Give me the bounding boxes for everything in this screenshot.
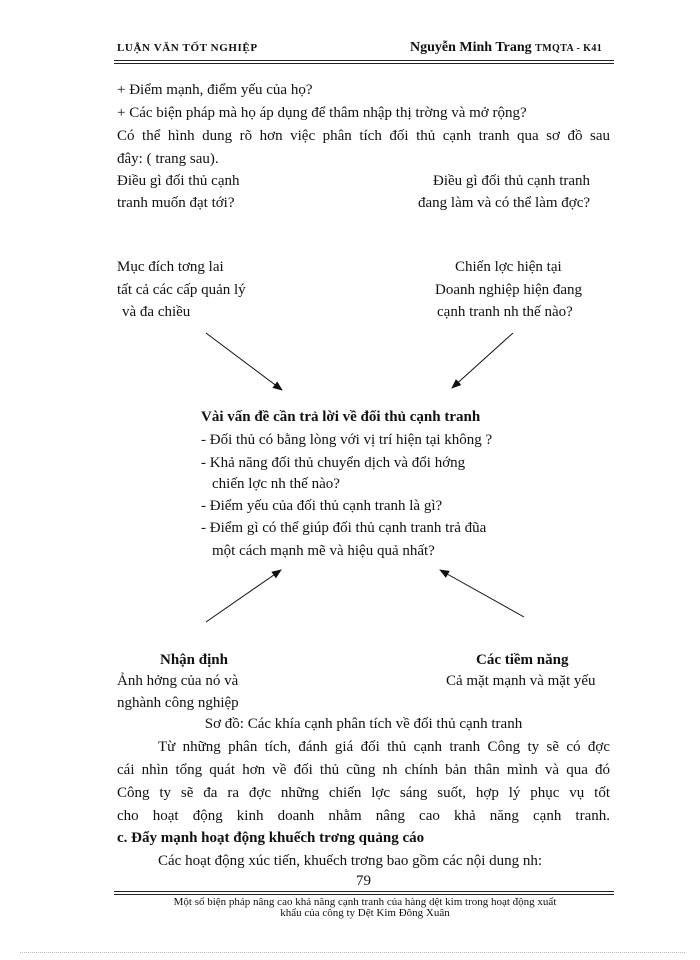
section-heading: c. Đẩy mạnh hoạt động khuếch trơng quảng cáo xyxy=(117,830,425,846)
footer-line-1: Một số biện pháp nâng cao khả năng cạnh tranh của hàng dệt kim trong hoạt động xuất xyxy=(173,896,557,908)
arrow-strategy-to-center xyxy=(452,333,513,388)
diagram-center-item-4: - Điểm yếu của đối thủ cạnh tranh là gì? xyxy=(201,498,443,514)
header-title: LUẬN VĂN TỐT NGHIỆP xyxy=(117,42,258,54)
paragraph-line-4: cho hoạt động kinh doanh nhằm nâng cao khả năng cạnh tranh. xyxy=(117,808,610,824)
diagram-assessment-line-1: Ảnh hởng của nó và xyxy=(117,673,239,689)
arrow-capabilities-to-center xyxy=(440,570,524,617)
footer-rule-top xyxy=(114,891,614,892)
diagram-capabilities-line: Cả mặt mạnh và mặt yếu xyxy=(446,673,596,689)
arrow-assessment-to-center xyxy=(206,570,281,622)
section-intro: Các hoạt động xúc tiến, khuếch trơng bao gồm các nội dung nh: xyxy=(158,853,543,869)
diagram-strategy-line-1: Chiến lợc hiện tại xyxy=(455,259,562,275)
page-number: 79 xyxy=(356,873,371,889)
diagram-center-item-6: một cách mạnh mẽ và hiệu quả nhất? xyxy=(212,543,435,559)
intro-line-1: + Điểm mạnh, điểm yếu của họ? xyxy=(117,82,313,98)
diagram-top-left-line-1: Điều gì đối thủ cạnh xyxy=(117,173,240,189)
page-edge-dotted-line xyxy=(20,952,685,953)
footer-line-2: khẩu của công ty Dệt Kim Đông Xuân xyxy=(280,907,450,919)
diagram-goals-line-1: Mục đích tơng lai xyxy=(117,259,224,275)
diagram-assessment-line-2: nghành công nghiệp xyxy=(117,695,239,711)
diagram-strategy-line-2: Doanh nghiệp hiện đang xyxy=(435,282,583,298)
diagram-center-item-1: - Đối thủ có bằng lòng với vị trí hiện tại không ? xyxy=(201,432,493,448)
diagram-center-item-2: - Khả năng đối thủ chuyển dịch và đổi hớng xyxy=(201,455,466,471)
diagram-top-right-line-2: đang làm và có thể làm đợc? xyxy=(418,195,591,211)
paragraph-line-1: Từ những phân tích, đánh giá đối thủ cạnh tranh Công ty sẽ có đợc xyxy=(158,739,610,755)
header-class-code: TMQTA - K41 xyxy=(535,43,603,54)
diagram-assessment-title: Nhận định xyxy=(160,652,228,668)
intro-line-3: Có thể hình dung rõ hơn việc phân tích đối thủ cạnh tranh qua sơ đồ sau xyxy=(117,128,610,144)
paragraph-line-2: cái nhìn tổng quát hơn về đối thủ cũng nh chính bản thân mình và qua đó xyxy=(117,762,610,778)
diagram-caption: Sơ đồ: Các khía cạnh phân tích về đối thủ cạnh tranh xyxy=(204,716,523,732)
arrow-goals-to-center xyxy=(206,333,282,390)
footer-rule-bottom xyxy=(114,894,614,895)
diagram-top-left-line-2: tranh muốn đạt tới? xyxy=(117,195,235,211)
header-author: Nguyễn Minh Trang xyxy=(410,40,532,55)
intro-line-4: đây: ( trang sau). xyxy=(117,151,219,167)
diagram-goals-line-3: và đa chiều xyxy=(122,304,191,320)
diagram-center-title: Vài vấn đề cần trả lời về đối thủ cạnh tranh xyxy=(201,409,481,425)
diagram-center-item-5: - Điểm gì có thể giúp đối thủ cạnh tranh trả đũa xyxy=(201,520,487,536)
diagram-center-item-3: chiến lợc nh thế nào? xyxy=(212,476,340,492)
diagram-goals-line-2: tất cả các cấp quản lý xyxy=(117,282,246,298)
diagram-top-right-line-1: Điều gì đối thủ cạnh tranh xyxy=(433,173,591,189)
diagram-capabilities-title: Các tiềm năng xyxy=(476,652,569,668)
paragraph-line-3: Công ty sẽ đa ra đợc những chiến lợc sáng suốt, hợp lý phục vụ tốt xyxy=(117,785,610,801)
intro-line-2: + Các biện pháp mà họ áp dụng để thâm nhập thị trờng và mở rộng? xyxy=(117,105,527,121)
diagram-strategy-line-3: cạnh tranh nh thế nào? xyxy=(437,304,573,320)
